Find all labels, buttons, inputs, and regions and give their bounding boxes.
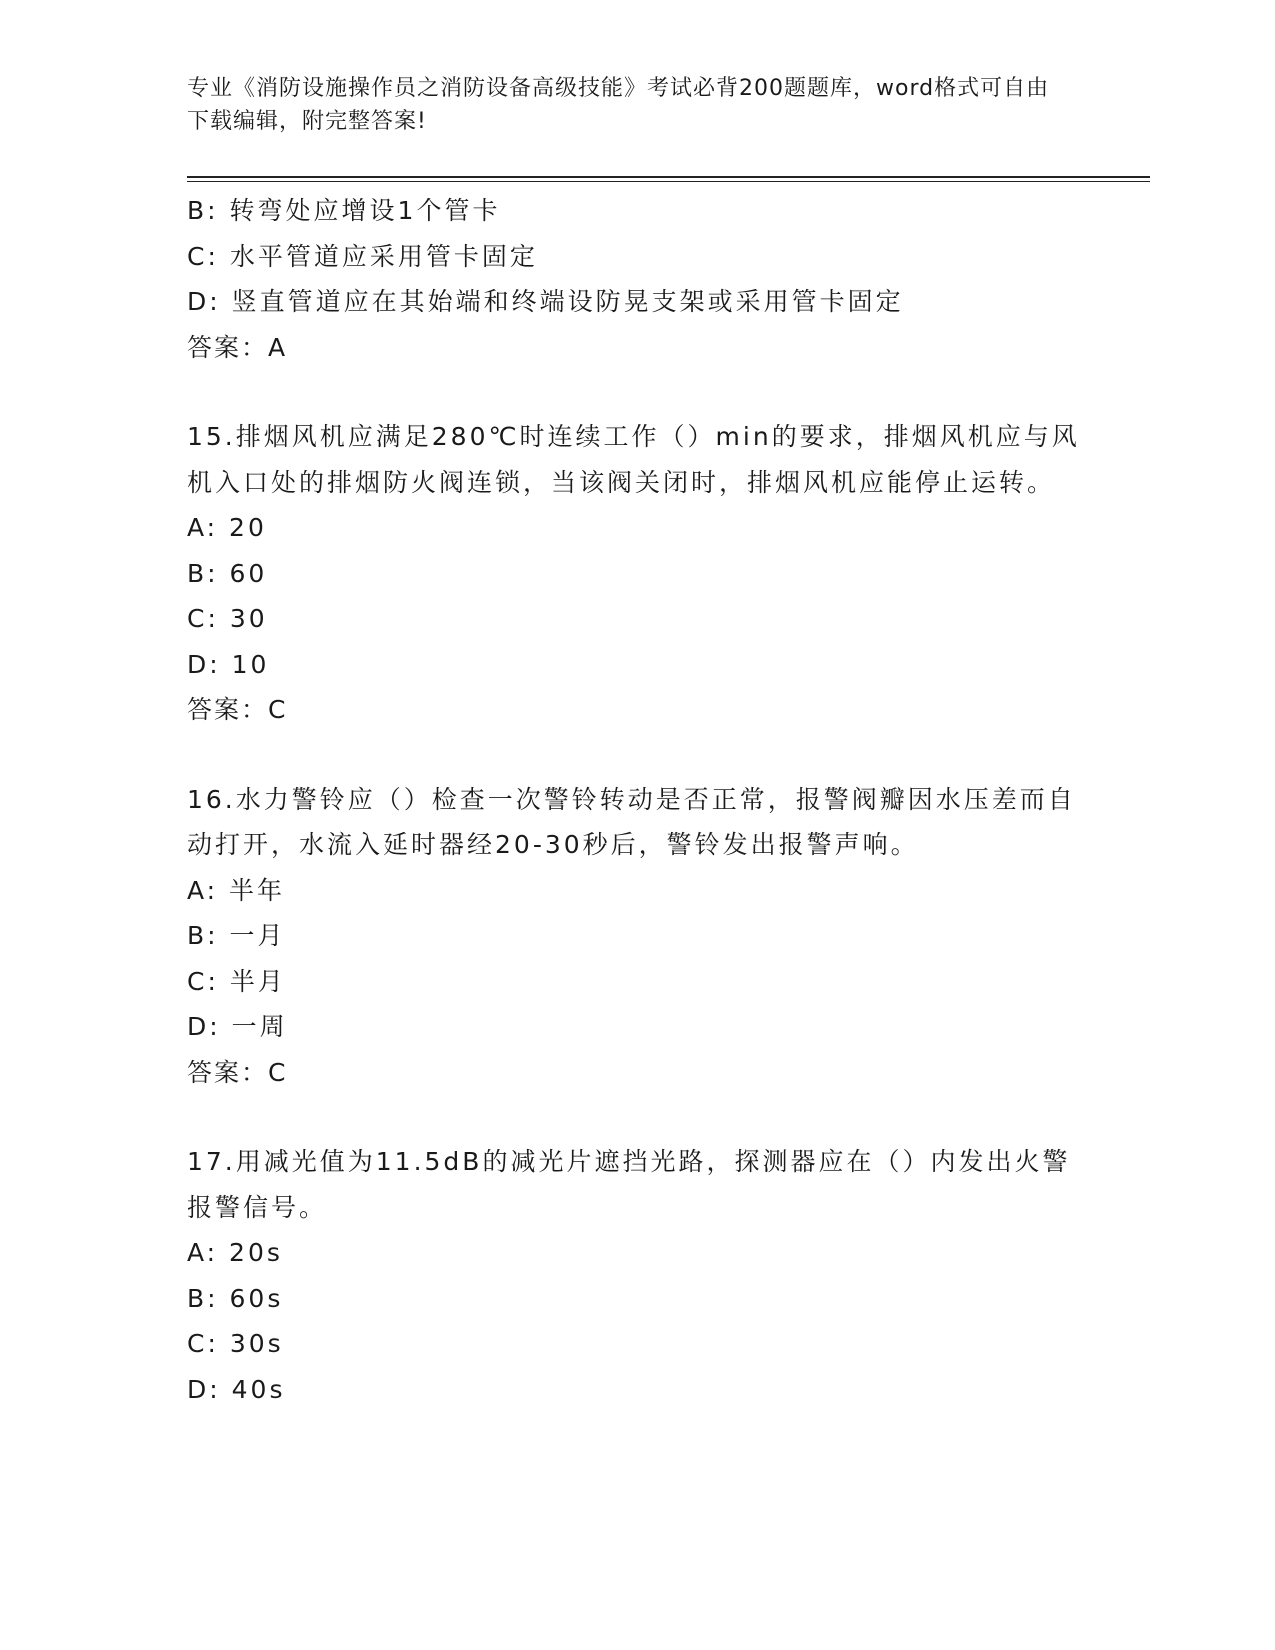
option-text: 水平管道应采用管卡固定: [229, 241, 538, 271]
option-b: [187, 188, 1087, 234]
option-text: 一月: [229, 921, 286, 950]
answer-line: 答案：A: [187, 332, 288, 362]
option-c: [187, 959, 1087, 1005]
option-text: 10: [231, 649, 270, 679]
option-text: 30: [229, 604, 268, 633]
question-text: 17.用减光值为11.5dB的减光片遮挡光路，探测器应在（）内发出火警报警信号。: [187, 1147, 1071, 1222]
option-c: [187, 234, 1087, 280]
option-text: 20s: [229, 1238, 283, 1267]
option-a: [187, 868, 1087, 914]
option-c: [187, 596, 1087, 642]
question-continued: [187, 188, 1087, 370]
option-text: 60s: [229, 1283, 284, 1313]
option-b: [187, 913, 1087, 959]
question-text: 16.水力警铃应（）检查一次警铃转动是否正常，报警阀瓣因水压差而自动打开，水流入延时器经20-30秒后，警铃发出报警声响。: [187, 784, 1076, 859]
option-text: 20: [229, 513, 267, 542]
option-text: 转弯处应增设1个管卡: [229, 196, 501, 225]
question-17: [187, 1139, 1087, 1412]
question-16: [187, 777, 1087, 1096]
option-c: [187, 1321, 1087, 1367]
header-divider-thick: [187, 176, 1150, 178]
option-label: C:: [187, 1329, 219, 1358]
option-b: [187, 1276, 1087, 1322]
option-label: D:: [187, 287, 221, 316]
option-d: [187, 642, 1087, 688]
option-text: 半月: [229, 966, 286, 996]
option-label: D:: [187, 1374, 221, 1404]
option-text: 40s: [231, 1374, 286, 1404]
option-a: [187, 505, 1087, 551]
option-label: A:: [187, 513, 219, 542]
option-text: 竖直管道应在其始端和终端设防晃支架或采用管卡固定: [231, 287, 904, 316]
option-text: 半年: [229, 875, 286, 905]
option-text: 60: [229, 558, 268, 588]
option-text: 30s: [229, 1329, 284, 1358]
option-label: C:: [187, 241, 219, 271]
option-label: C:: [187, 604, 219, 633]
option-text: 一周: [231, 1012, 288, 1041]
document-header: 专业《消防设施操作员之消防设备高级技能》考试必背200题题库，word格式可自由下载编辑，附完整答案!: [187, 76, 1050, 134]
spacer: [187, 733, 1087, 777]
option-b: [187, 551, 1087, 597]
option-label: C:: [187, 966, 219, 996]
option-label: B:: [187, 921, 219, 950]
spacer: [187, 1095, 1087, 1139]
option-a: [187, 1230, 1087, 1276]
option-d: [187, 1367, 1087, 1413]
header-divider-thin: [187, 181, 1150, 182]
option-label: D:: [187, 1012, 221, 1041]
answer-line: 答案：C: [187, 1057, 288, 1087]
option-label: B:: [187, 558, 219, 588]
question-15: [187, 414, 1087, 733]
spacer: [187, 370, 1087, 414]
question-list: [187, 188, 1087, 1412]
option-label: B:: [187, 1283, 219, 1313]
answer-line: 答案：C: [187, 695, 288, 724]
question-text: 15.排烟风机应满足280℃时连续工作（）min的要求，排烟风机应与风机入口处的排烟防火阀连锁，当该阀关闭时，排烟风机应能停止运转。: [187, 422, 1080, 497]
option-d: [187, 1004, 1087, 1050]
option-label: B:: [187, 196, 219, 225]
option-label: A:: [187, 875, 219, 905]
option-label: A:: [187, 1238, 219, 1267]
option-d: [187, 279, 1087, 325]
option-label: D:: [187, 649, 221, 679]
